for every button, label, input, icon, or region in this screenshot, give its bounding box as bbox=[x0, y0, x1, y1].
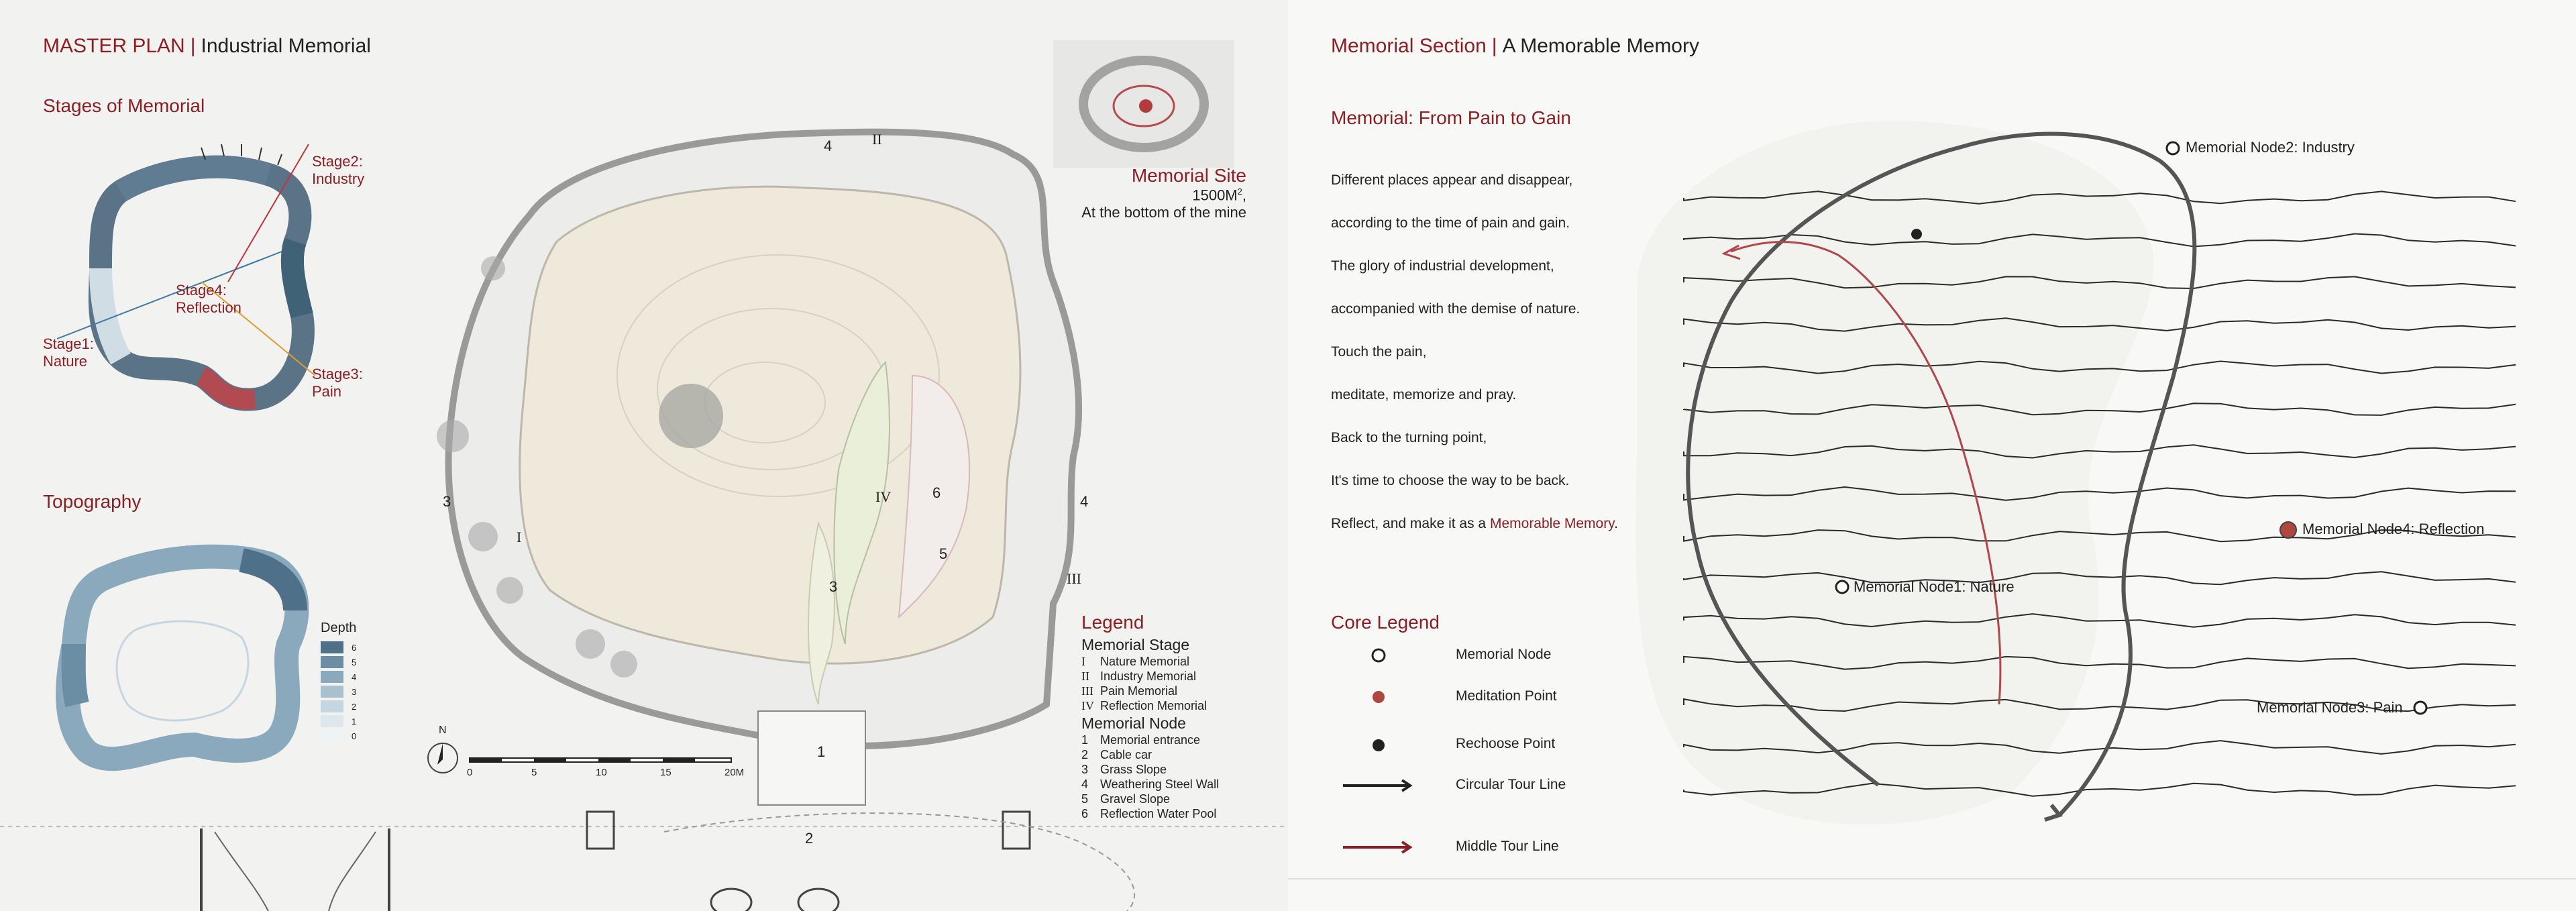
legend-node-item bbox=[1081, 762, 1219, 777]
legend-node-heading: Memorial Node bbox=[1081, 714, 1186, 732]
legend-stage-num: II bbox=[1081, 669, 1089, 683]
core-legend-item-circular: Circular Tour Line bbox=[1456, 777, 1566, 792]
bottom-strip bbox=[0, 812, 1288, 911]
legend-node-num: 2 bbox=[1081, 748, 1089, 761]
poem-line: Touch the pain, bbox=[1331, 344, 1427, 360]
legend-stage-item bbox=[1081, 669, 1219, 684]
legend-rechoose-symbol bbox=[1373, 739, 1385, 751]
depth-row bbox=[321, 714, 356, 729]
legend-title: Legend bbox=[1081, 612, 1144, 633]
depth-row bbox=[321, 655, 356, 669]
plan-label-I: I bbox=[517, 529, 522, 545]
rechoose-marker bbox=[1911, 229, 1922, 239]
stages-heading: Stages of Memorial bbox=[43, 95, 205, 116]
depth-row bbox=[321, 669, 356, 684]
scale-tick-label: 0 bbox=[467, 767, 473, 778]
plan-label-3a: 3 bbox=[443, 493, 451, 510]
core-legend-item-rechoose: Rechoose Point bbox=[1456, 736, 1556, 751]
depth-legend bbox=[321, 621, 356, 743]
legend-node-label: Gravel Slope bbox=[1100, 792, 1171, 806]
poem-line: meditate, memorize and pray. bbox=[1331, 387, 1517, 403]
stage1-label bbox=[43, 335, 94, 370]
legend-node-num: 5 bbox=[1081, 792, 1089, 806]
node2-label: Memorial Node2: Industry bbox=[2186, 139, 2355, 156]
section-subheading: Memorial: From Pain to Gain bbox=[1331, 107, 1571, 128]
stages-diagram bbox=[57, 144, 315, 400]
legend-node-num: 6 bbox=[1081, 807, 1089, 820]
topography-diagram bbox=[68, 557, 297, 759]
legend-node-num: 1 bbox=[1081, 733, 1089, 747]
plan-label-4a: 4 bbox=[824, 138, 833, 154]
legend-stage-label: Nature Memorial bbox=[1100, 655, 1190, 668]
scale-tick-label: 10 bbox=[596, 767, 607, 778]
legend-stage-item bbox=[1081, 654, 1219, 669]
poem bbox=[1331, 171, 1618, 557]
core-legend-item-meditation: Meditation Point bbox=[1456, 688, 1557, 704]
node4-marker bbox=[2280, 522, 2296, 538]
poem-highlight: Memorable Memory bbox=[1489, 516, 1615, 531]
poem-last-line bbox=[1331, 515, 1618, 557]
depth-row bbox=[321, 729, 356, 743]
plan-label-1: 1 bbox=[817, 743, 826, 760]
scale-tick-label: 5 bbox=[531, 767, 537, 778]
legend-stage-list bbox=[1081, 654, 1219, 713]
core-legend-item-node: Memorial Node bbox=[1456, 647, 1552, 662]
legend-node-label: Memorial entrance bbox=[1100, 733, 1201, 747]
depth-value: 5 bbox=[352, 657, 357, 667]
depth-row bbox=[321, 684, 356, 699]
site-info bbox=[1081, 165, 1246, 221]
legend-node-label: Cable car bbox=[1100, 748, 1152, 761]
legend-stage-num: I bbox=[1081, 655, 1085, 668]
depth-value: 3 bbox=[352, 686, 357, 697]
poem-line: Different places appear and disappear, bbox=[1331, 172, 1573, 188]
scale-bar bbox=[428, 743, 731, 773]
plan-label-III: III bbox=[1067, 570, 1081, 587]
legend-stage-num: IV bbox=[1081, 699, 1094, 712]
depth-row bbox=[321, 640, 356, 655]
section-title-main: Memorial Section bbox=[1331, 35, 1487, 57]
plan-label-5: 5 bbox=[939, 545, 948, 562]
node1-label: Memorial Node1: Nature bbox=[1854, 578, 2015, 595]
legend-node-item bbox=[1081, 806, 1219, 821]
legend-stage-label: Reflection Memorial bbox=[1100, 699, 1208, 712]
depth-value: 6 bbox=[352, 642, 357, 653]
node3-label: Memorial Node3: Pain bbox=[2257, 699, 2403, 716]
master-plan-title-sub: Industrial Memorial bbox=[201, 35, 371, 57]
legend-node-item bbox=[1081, 747, 1219, 762]
master-plan-title-main: MASTER PLAN bbox=[43, 35, 185, 57]
legend-stage-heading: Memorial Stage bbox=[1081, 636, 1190, 653]
plan-label-3b: 3 bbox=[829, 578, 838, 595]
legend-stage-item bbox=[1081, 698, 1219, 713]
depth-swatch bbox=[321, 715, 343, 727]
plan-label-IV: IV bbox=[875, 488, 892, 505]
stage2-label-line1: Stage2: bbox=[312, 153, 363, 170]
north-label: N bbox=[439, 725, 447, 736]
stage1-label-line2: Nature bbox=[43, 353, 88, 370]
legend-node-list bbox=[1081, 733, 1219, 821]
node3-marker bbox=[2414, 702, 2426, 714]
site-area-value: 1500M bbox=[1192, 186, 1238, 204]
site-title: Memorial Site bbox=[1131, 165, 1246, 186]
depth-value: 0 bbox=[352, 731, 357, 741]
core-legend-item-middle: Middle Tour Line bbox=[1456, 839, 1559, 854]
site-plan bbox=[437, 132, 1079, 805]
plan-label-4b: 4 bbox=[1080, 493, 1089, 510]
section-panel bbox=[1288, 0, 2576, 911]
site-area-sup: 2 bbox=[1237, 186, 1242, 197]
stage4-label-line2: Reflection bbox=[176, 299, 241, 316]
node2-marker bbox=[2167, 142, 2179, 154]
site-note: At the bottom of the mine bbox=[1081, 204, 1246, 221]
section-title-sub: A Memorable Memory bbox=[1502, 35, 1699, 57]
plan-label-6: 6 bbox=[932, 484, 941, 501]
title-separator: | bbox=[190, 35, 196, 57]
stage2-label bbox=[312, 153, 364, 188]
legend-stage-label: Industry Memorial bbox=[1100, 669, 1197, 683]
depth-swatch bbox=[321, 730, 343, 742]
node4-label: Memorial Node4: Reflection bbox=[2302, 521, 2485, 537]
depth-scale bbox=[321, 640, 356, 743]
stage1-label-line1: Stage1: bbox=[43, 335, 94, 352]
legend-stage-num: III bbox=[1081, 684, 1093, 698]
master-plan-title bbox=[43, 35, 371, 58]
scale-tick-label: 20M bbox=[724, 767, 745, 778]
stage4-label-line1: Stage4: bbox=[176, 282, 227, 299]
depth-swatch bbox=[321, 671, 343, 683]
depth-swatch bbox=[321, 686, 343, 698]
section-title-separator: | bbox=[1491, 35, 1497, 57]
stage2-label-line2: Industry bbox=[312, 170, 365, 187]
legend-stage-item bbox=[1081, 684, 1219, 698]
depth-row bbox=[321, 699, 356, 714]
stage3-label-line2: Pain bbox=[312, 383, 342, 400]
legend-node-item bbox=[1081, 777, 1219, 792]
legend-meditation-symbol bbox=[1373, 691, 1385, 703]
poem-line: It's time to choose the way to be back. bbox=[1331, 473, 1570, 488]
poem-last-prefix: Reflect, and make it as a bbox=[1331, 516, 1487, 531]
legend-node-label: Weathering Steel Wall bbox=[1100, 778, 1220, 791]
core-legend-title: Core Legend bbox=[1331, 612, 1440, 633]
legend-stage-label: Pain Memorial bbox=[1100, 684, 1178, 698]
site-area-suffix: , bbox=[1242, 186, 1246, 204]
section-title bbox=[1331, 35, 1699, 58]
legend-node-num: 3 bbox=[1081, 763, 1089, 776]
legend-node-label: Grass Slope bbox=[1100, 763, 1167, 776]
topography-heading: Topography bbox=[43, 491, 142, 512]
legend-node-num: 4 bbox=[1081, 778, 1089, 791]
legend-node-symbol bbox=[1373, 649, 1385, 661]
poem-line: The glory of industrial development, bbox=[1331, 258, 1554, 274]
stage3-label-line1: Stage3: bbox=[312, 366, 363, 382]
site-thumbnail bbox=[1053, 40, 1234, 168]
depth-title: Depth bbox=[321, 621, 357, 635]
legend-node-label: Reflection Water Pool bbox=[1100, 807, 1217, 820]
poem-line: according to the time of pain and gain. bbox=[1331, 215, 1570, 231]
depth-value: 1 bbox=[352, 716, 357, 727]
node1-marker bbox=[1836, 581, 1848, 593]
site-area bbox=[1081, 186, 1246, 204]
poem-line: Back to the turning point, bbox=[1331, 430, 1487, 445]
legend-node-item bbox=[1081, 792, 1219, 806]
legend-node-item bbox=[1081, 733, 1219, 747]
depth-swatch bbox=[321, 656, 343, 668]
poem-line: accompanied with the demise of nature. bbox=[1331, 301, 1580, 317]
stage3-label bbox=[312, 366, 363, 400]
plan-label-II: II bbox=[872, 131, 882, 148]
depth-swatch bbox=[321, 700, 343, 712]
depth-value: 2 bbox=[352, 701, 357, 712]
plan-label-2: 2 bbox=[805, 830, 814, 847]
depth-value: 4 bbox=[352, 672, 357, 682]
scale-tick-label: 15 bbox=[660, 767, 672, 778]
plan-legend bbox=[1081, 612, 1219, 821]
poem-last-suffix: . bbox=[1614, 516, 1618, 531]
depth-swatch bbox=[321, 641, 343, 653]
stage4-label bbox=[176, 282, 241, 317]
